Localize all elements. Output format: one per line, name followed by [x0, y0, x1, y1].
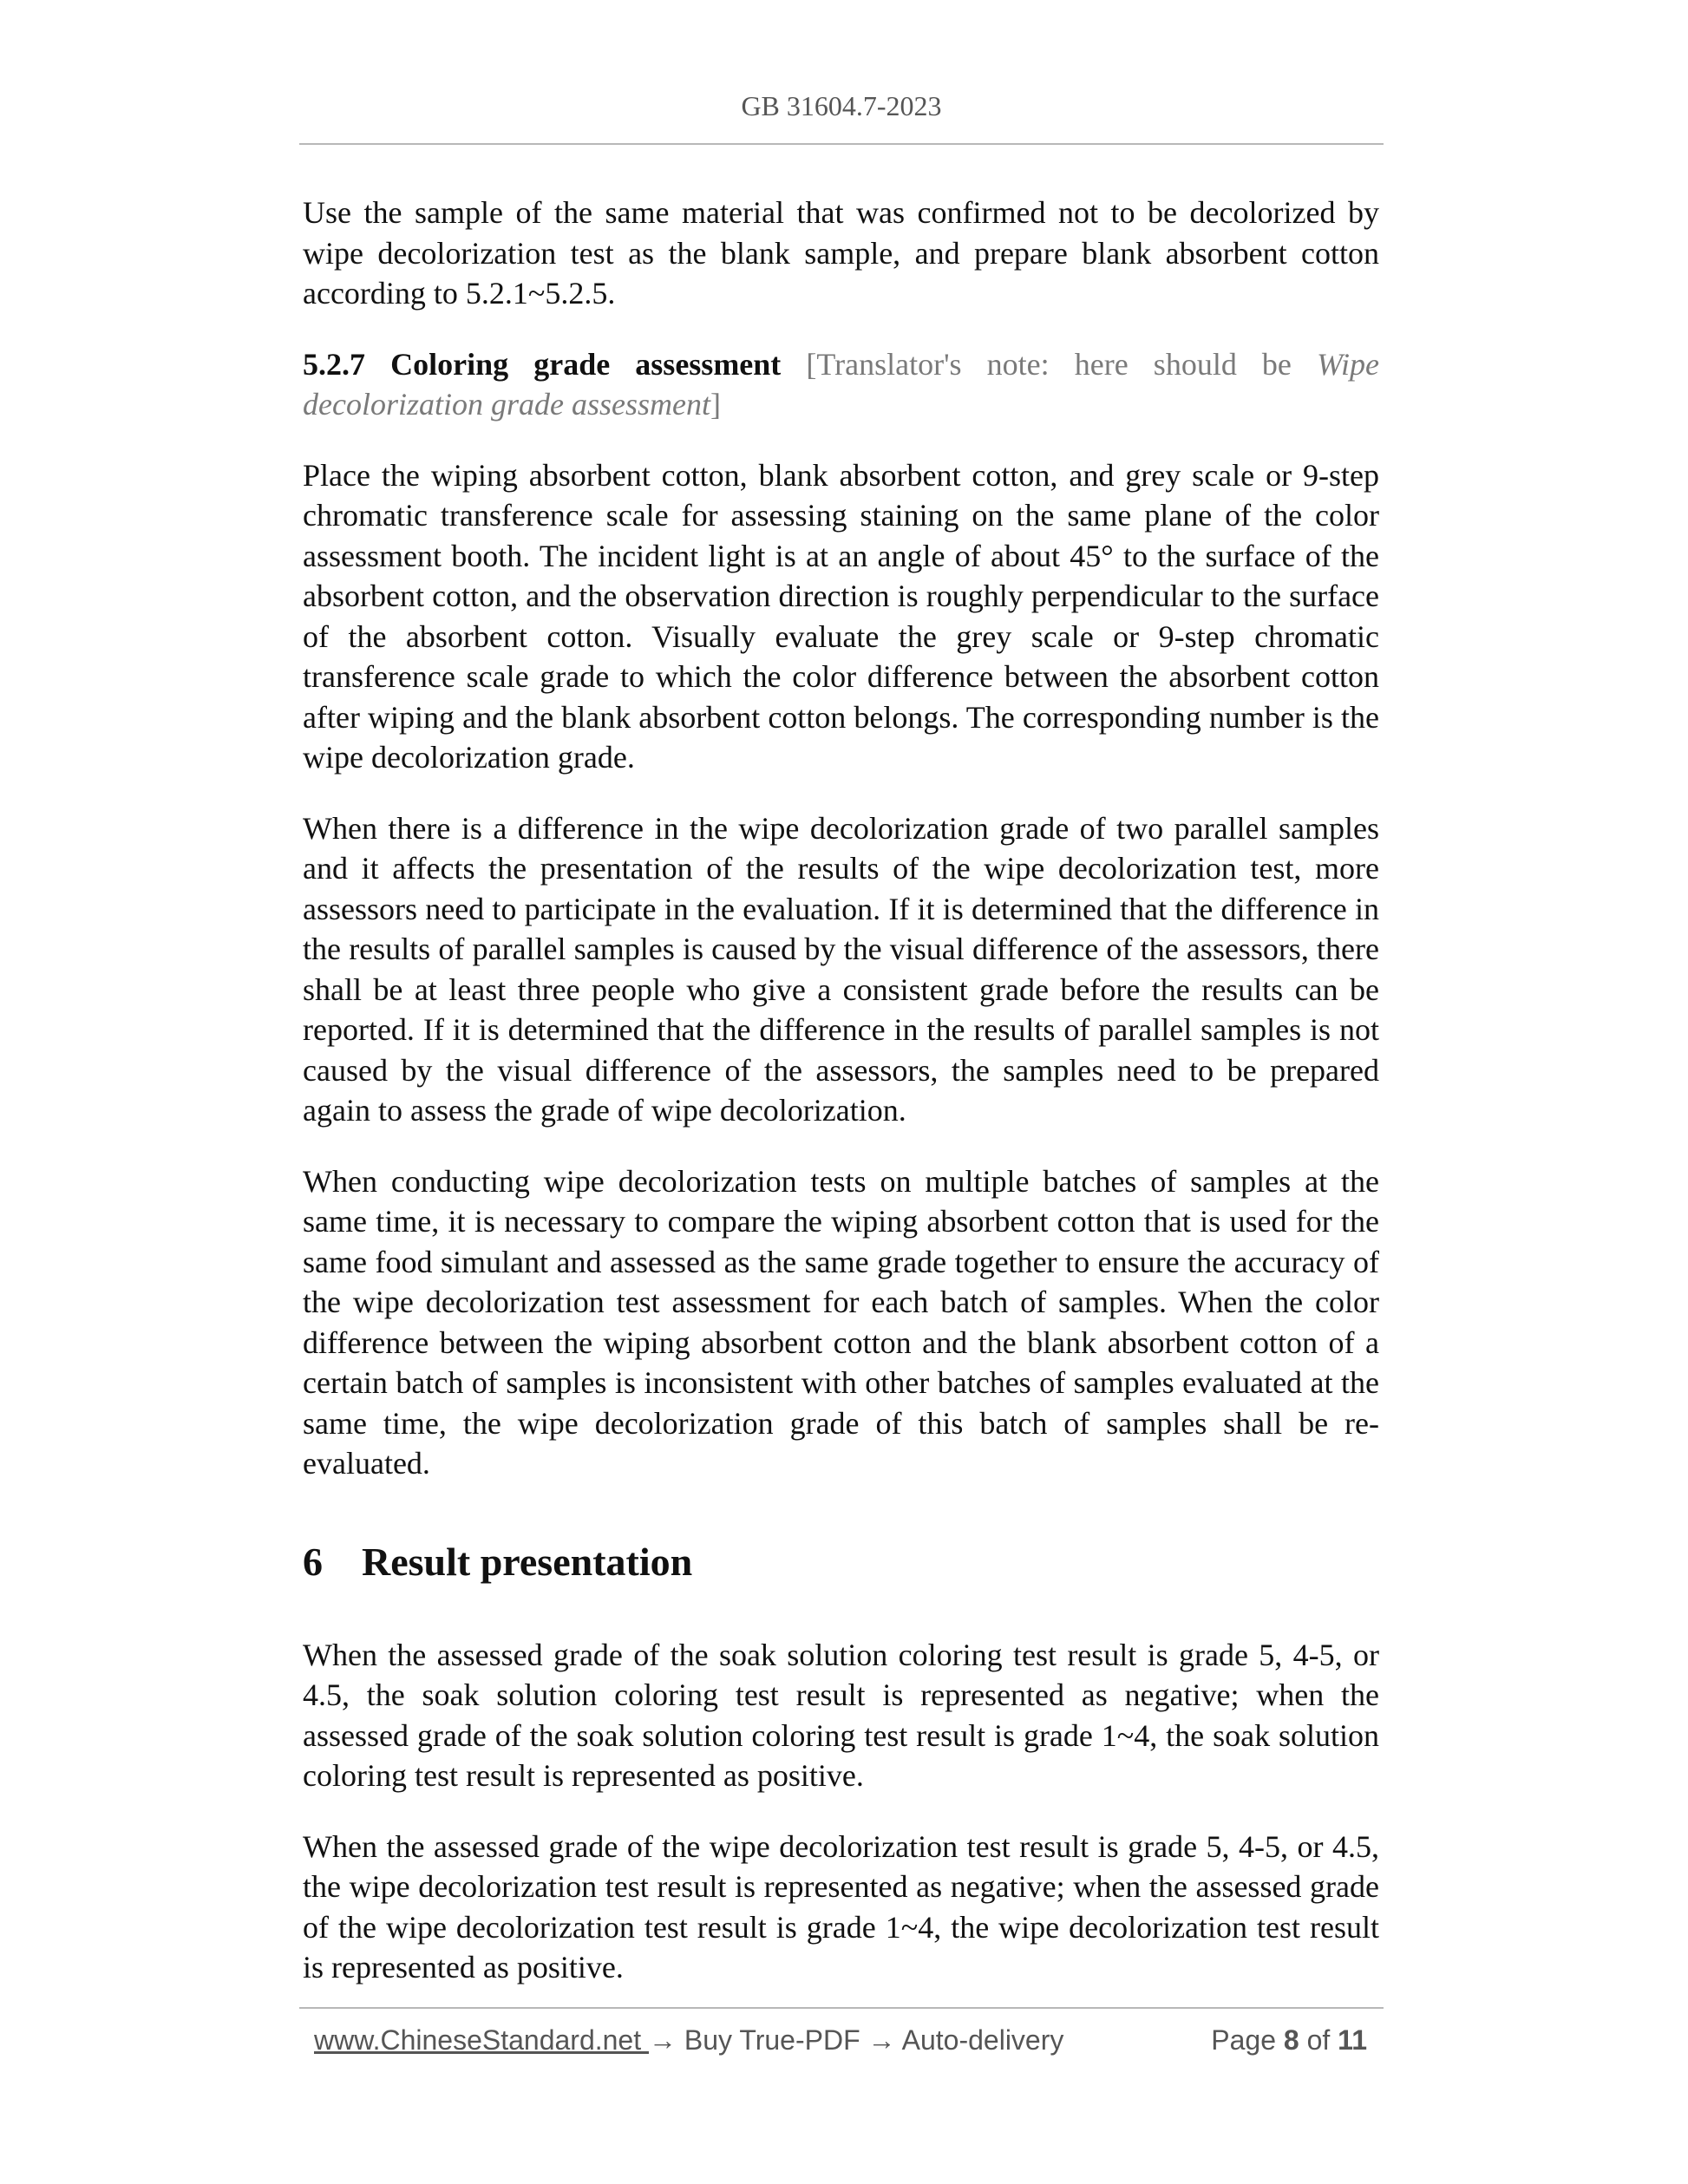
translator-note-italic: Wipe decolorization grade assessment [303, 346, 1379, 422]
paragraph-blank-sample: Use the sample of the same material that was confirmed not to be decolorized by wipe decolorization test as the blank sample, and prepare blank absorbent cotton according to 5.2.1~5.2.5. [303, 195, 1379, 311]
page-number [1211, 2024, 1367, 2056]
section-number-title: 5.2.7 Coloring grade assessment [303, 346, 782, 382]
footer-promo [314, 2024, 1063, 2056]
website-link[interactable]: www.ChineseStandard.net [314, 2024, 649, 2056]
delivery-text: Auto-delivery [895, 2024, 1064, 2056]
section-6-number: 6 [303, 1539, 323, 1584]
section-heading-5-2-7 [303, 344, 1379, 425]
section-heading-6 [303, 1536, 1379, 1588]
page-current: 8 [1283, 2024, 1299, 2056]
translator-note-suffix: ] [710, 387, 721, 422]
paragraph-soak-result: When the assessed grade of the soak solution coloring test result is grade 5, 4-5, or 4.5, the soak solution coloring test result is represented as negative; when the assessed grade of the soak solution coloring test result is grade 1~4, the soak solution coloring test result is represented as positive. [303, 1637, 1379, 1793]
header-divider [299, 143, 1384, 145]
arrow-icon: → [649, 2024, 677, 2056]
document-header [299, 90, 1384, 122]
paragraph-multiple-batches: When conducting wipe decolorization tests on multiple batches of samples at the same time, it is necessary to compare the wiping absorbent cotton that is used for the same food simulant and assessed as the same grade together to ensure the accuracy of the wipe decolorization test assessment for each batch of samples. When the color difference between the wiping absorbent cotton and the blank absorbent cotton of a certain batch of samples is inconsistent with other batches of samples evaluated at the same time, the wipe decolorization grade of this batch of samples shall be re-evaluated. [303, 1163, 1379, 1481]
footer-divider [299, 2007, 1384, 2009]
translator-note-prefix: [Translator's note: here should be [806, 346, 1318, 382]
paragraph-wipe-result: When the assessed grade of the wipe decolorization test result is grade 5, 4-5, or 4.5, the wipe decolorization test result is represented as negative; when the assessed grade of the wipe decolorization test result is grade 1~4, the wipe decolorization test result is represented as positive. [303, 1828, 1379, 1985]
paragraph-parallel-samples: When there is a difference in the wipe decolorization grade of two parallel samples and it affects the presentation of the results of the wipe decolorization test, more assessors need to participate in the evaluation. If it is determined that the difference in the results of parallel samples is caused by the visual difference of the assessors, there shall be at least three people who give a consistent grade before the results can be reported. If it is determined that the difference in the results of parallel samples is not caused by the visual difference of the assessors, the samples need to be prepared again to assess the grade of wipe decolorization. [303, 810, 1379, 1128]
of-label: of [1299, 2024, 1338, 2056]
buy-text: Buy True-PDF [677, 2024, 868, 2056]
page-footer [314, 2024, 1367, 2056]
page-label: Page [1211, 2024, 1284, 2056]
arrow-icon: → [867, 2024, 896, 2056]
page-body [303, 193, 1379, 2018]
paragraph-place-cotton: Place the wiping absorbent cotton, blank absorbent cotton, and grey scale or 9-step chromatic transference scale for assessing staining on the same plane of the color assessment booth. The incident light is at an angle of about 45° to the surface of the absorbent cotton, and the observation direction is roughly perpendicular to the surface of the absorbent cotton. Visually evaluate the grey scale or 9-step chromatic transference scale grade to which the color difference between the absorbent cotton after wiping and the blank absorbent cotton belongs. The corresponding number is the wipe decolorization grade. [303, 457, 1379, 775]
section-6-title: Result presentation [362, 1539, 693, 1584]
document-id: GB 31604.7-2023 [741, 90, 942, 121]
page-total: 11 [1338, 2024, 1367, 2056]
